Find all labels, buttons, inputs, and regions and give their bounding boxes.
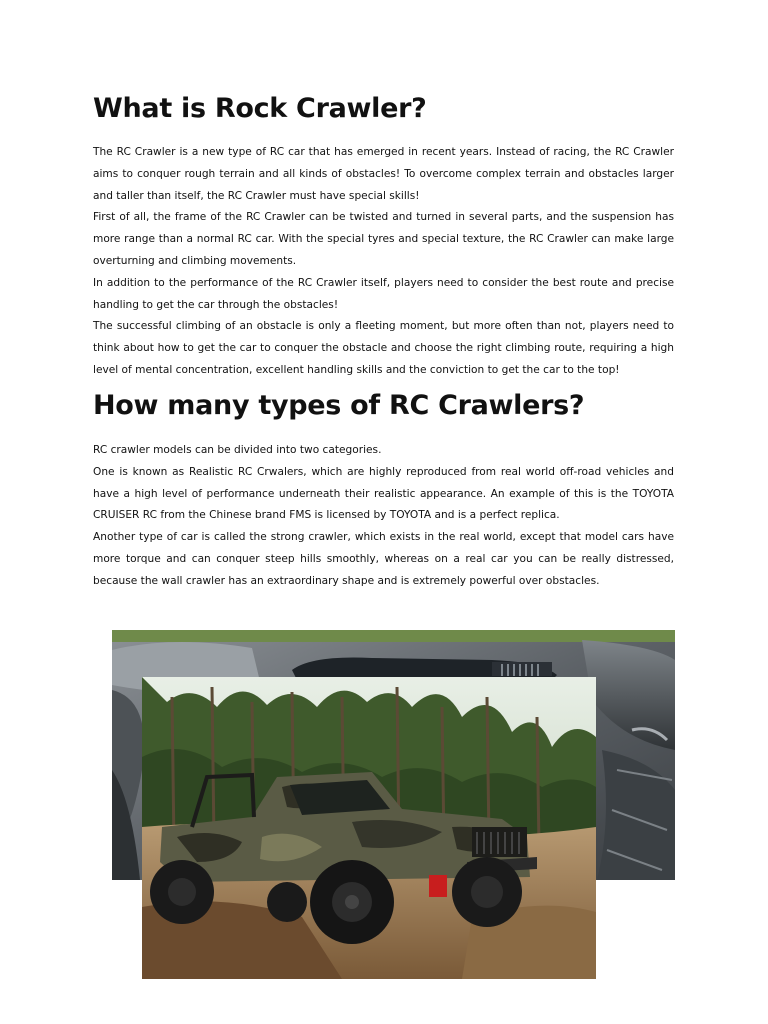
paragraph: First of all, the frame of the RC Crawler can be twisted and turned in several parts, and the suspension has more range than a normal RC car. With the special tyres and special texture, the RC Crawler can make large overturning and climbing movements.: [93, 211, 674, 267]
section-body-what-is: [93, 142, 674, 382]
camo-pickup-crawler-photo: [142, 677, 596, 979]
paragraph: The successful climbing of an obstacle is only a fleeting moment, but more often than not, players need to think about how to get the car to conquer the obstacle and choose the right climbing route, requiring a high level of mental concentration, excellent handling skills and the conviction to get the car to the top!: [93, 320, 674, 376]
paragraph: Another type of car is called the strong crawler, which exists in the real world, except that model cars have more torque and can conquer steep hills smoothly, whereas on a real car you can be really distressed, because the wall crawler has an extraordinary shape and is extremely powerful over obstacles.: [93, 531, 674, 587]
paragraph: The RC Crawler is a new type of RC car that has emerged in recent years. Instead of racing, the RC Crawler aims to conquer rough terrain and all kinds of obstacles! To overcome complex terrain and obstacles larger and taller than itself, the RC Crawler must have special skills!: [93, 146, 674, 202]
paragraph: One is known as Realistic RC Crwalers, which are highly reproduced from real world off-road vehicles and have a high level of performance underneath their realistic appearance. An example of this is the TOYOTA CRUISER RC from the Chinese brand FMS is licensed by TOYOTA and is a perfect replica.: [93, 465, 674, 522]
section-body-types: [93, 440, 674, 593]
section-heading-what-is-rock-crawler: What is Rock Crawler?: [93, 93, 427, 124]
paragraph: In addition to the performance of the RC Crawler itself, players need to consider the best route and precise handling to get the car through the obstacles!: [93, 276, 674, 311]
paragraph: RC crawler models can be divided into two categories.: [93, 444, 382, 456]
section-heading-types-of-rc-crawlers: How many types of RC Crawlers?: [93, 390, 585, 421]
